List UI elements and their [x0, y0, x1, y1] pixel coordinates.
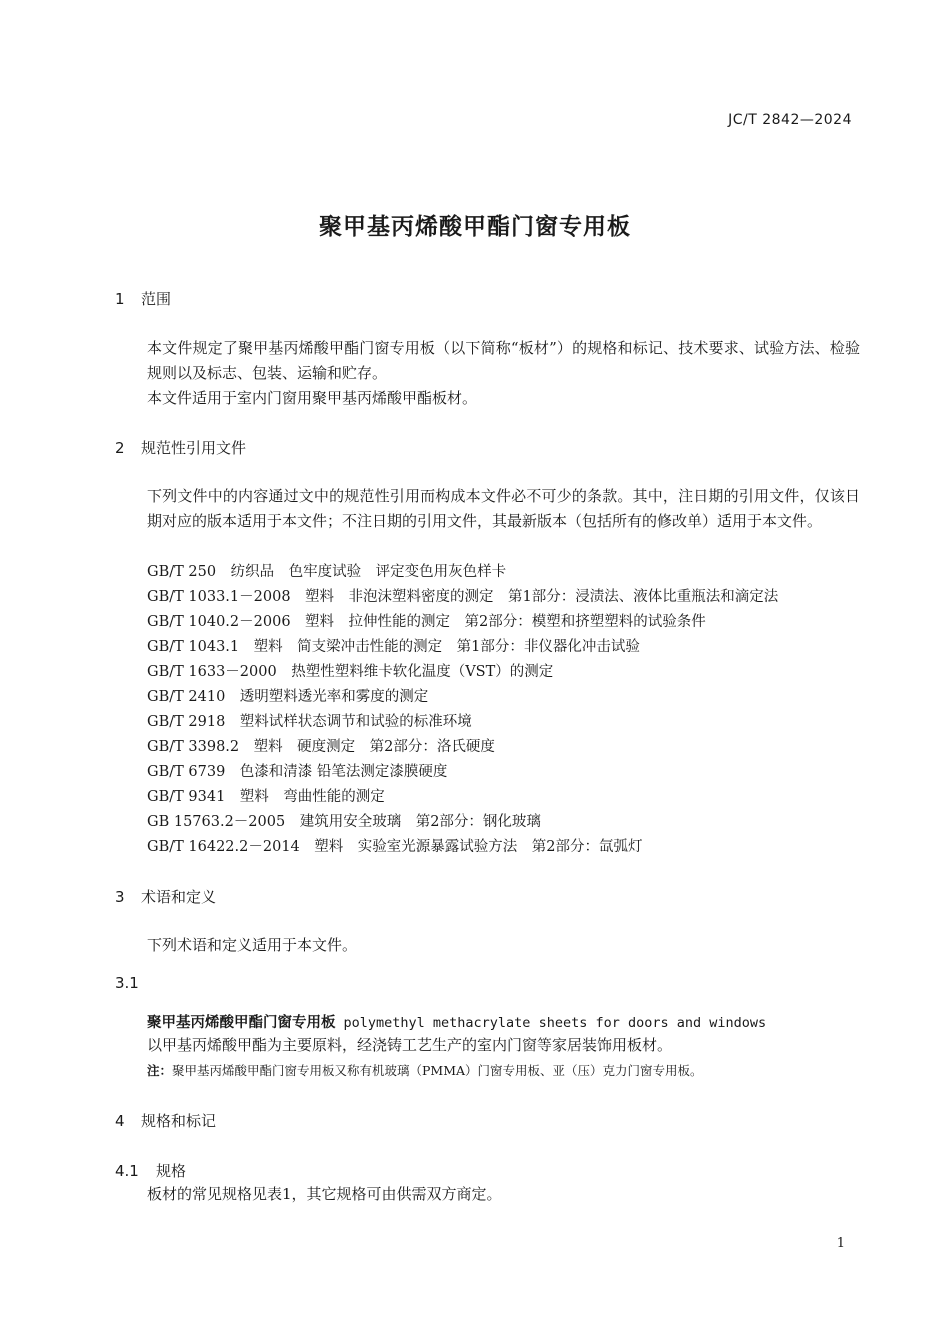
section-3-heading [115, 886, 216, 907]
reference-item: GB/T 3398.2 塑料 硬度测定 第2部分：洛氏硬度 [147, 739, 495, 755]
section-1-title: 范围 [141, 290, 172, 308]
section-1-paragraph-2: 本文件适用于室内门窗用聚甲基丙烯酸甲酯板材。 [147, 389, 478, 407]
section-3-title: 术语和定义 [141, 888, 217, 906]
section-4-paragraph-1: 板材的常见规格见表1，其它规格可由供需双方商定。 [147, 1185, 502, 1203]
subsection-3-1-number: 3.1 [115, 974, 139, 992]
reference-item: GB/T 1633－2000 热塑性塑料维卡软化温度（VST）的测定 [147, 664, 554, 680]
section-4-heading [115, 1110, 216, 1131]
note-label: 注： [147, 1063, 173, 1078]
reference-item: GB/T 6739 色漆和清漆 铅笔法测定漆膜硬度 [147, 764, 448, 780]
reference-item: GB/T 1043.1 塑料 简支梁冲击性能的测定 第1部分：非仪器化冲击试验 [147, 639, 640, 655]
section-1-heading [115, 288, 171, 309]
reference-item: GB/T 1040.2－2006 塑料 拉伸性能的测定 第2部分：模塑和挤塑塑料的试验条件 [147, 614, 706, 630]
section-4-number: 4 [115, 1112, 125, 1130]
term-chinese: 聚甲基丙烯酸甲酯门窗专用板 [147, 1015, 336, 1031]
term-definition: 以甲基丙烯酸甲酯为主要原料，经浇铸工艺生产的室内门窗等家居装饰用板材。 [147, 1036, 673, 1054]
subsection-4-1-title: 规格 [156, 1162, 187, 1180]
subsection-4-1-number: 4.1 [115, 1162, 139, 1180]
term-english: polymethyl methacrylate sheets for doors and windows [343, 1015, 767, 1031]
reference-item: GB 15763.2－2005 建筑用安全玻璃 第2部分：钢化玻璃 [147, 814, 541, 830]
reference-item: GB/T 16422.2－2014 塑料 实验室光源暴露试验方法 第2部分：氙弧灯 [147, 839, 643, 855]
term-entry [147, 1011, 766, 1032]
section-2-heading [115, 437, 246, 458]
note-text: 聚甲基丙烯酸甲酯门窗专用板又称有机玻璃（PMMA）门窗专用板、亚（压）克力门窗专用板。 [172, 1063, 703, 1078]
term-note [147, 1061, 703, 1079]
section-2-intro [115, 484, 860, 534]
section-1-number: 1 [115, 290, 125, 308]
reference-item: GB/T 9341 塑料 弯曲性能的测定 [147, 789, 385, 805]
reference-item: GB/T 250 纺织品 色牢度试验 评定变色用灰色样卡 [147, 564, 507, 580]
section-2-number: 2 [115, 439, 125, 457]
standard-number: JC/T 2842—2024 [728, 112, 852, 128]
section-4-title: 规格和标记 [141, 1112, 217, 1130]
subsection-4-1-heading [115, 1160, 186, 1181]
section-3-intro: 下列术语和定义适用于本文件。 [147, 936, 358, 954]
reference-item: GB/T 2918 塑料试样状态调节和试验的标准环境 [147, 714, 472, 730]
section-2-title: 规范性引用文件 [141, 439, 247, 457]
section-2-intro-text: 下列文件中的内容通过文中的规范性引用而构成本文件必不可少的条款。其中，注日期的引用文件，仅该日期对应的版本适用于本文件；不注日期的引用文件，其最新版本（包括所有的修改单）适用于本文件。 [147, 487, 860, 530]
reference-item: GB/T 1033.1－2008 塑料 非泡沫塑料密度的测定 第1部分：浸渍法、液体比重瓶法和滴定法 [147, 589, 779, 605]
reference-item: GB/T 2410 透明塑料透光率和雾度的测定 [147, 689, 429, 705]
section-1-paragraph-1-text: 本文件规定了聚甲基丙烯酸甲酯门窗专用板（以下简称“板材”）的规格和标记、技术要求、试验方法、检验规则以及标志、包装、运输和贮存。 [147, 339, 860, 382]
page-number: 1 [836, 1236, 845, 1251]
section-1-paragraph-1 [115, 336, 860, 386]
section-3-number: 3 [115, 888, 125, 906]
document-title: 聚甲基丙烯酸甲酯门窗专用板 [319, 214, 631, 240]
